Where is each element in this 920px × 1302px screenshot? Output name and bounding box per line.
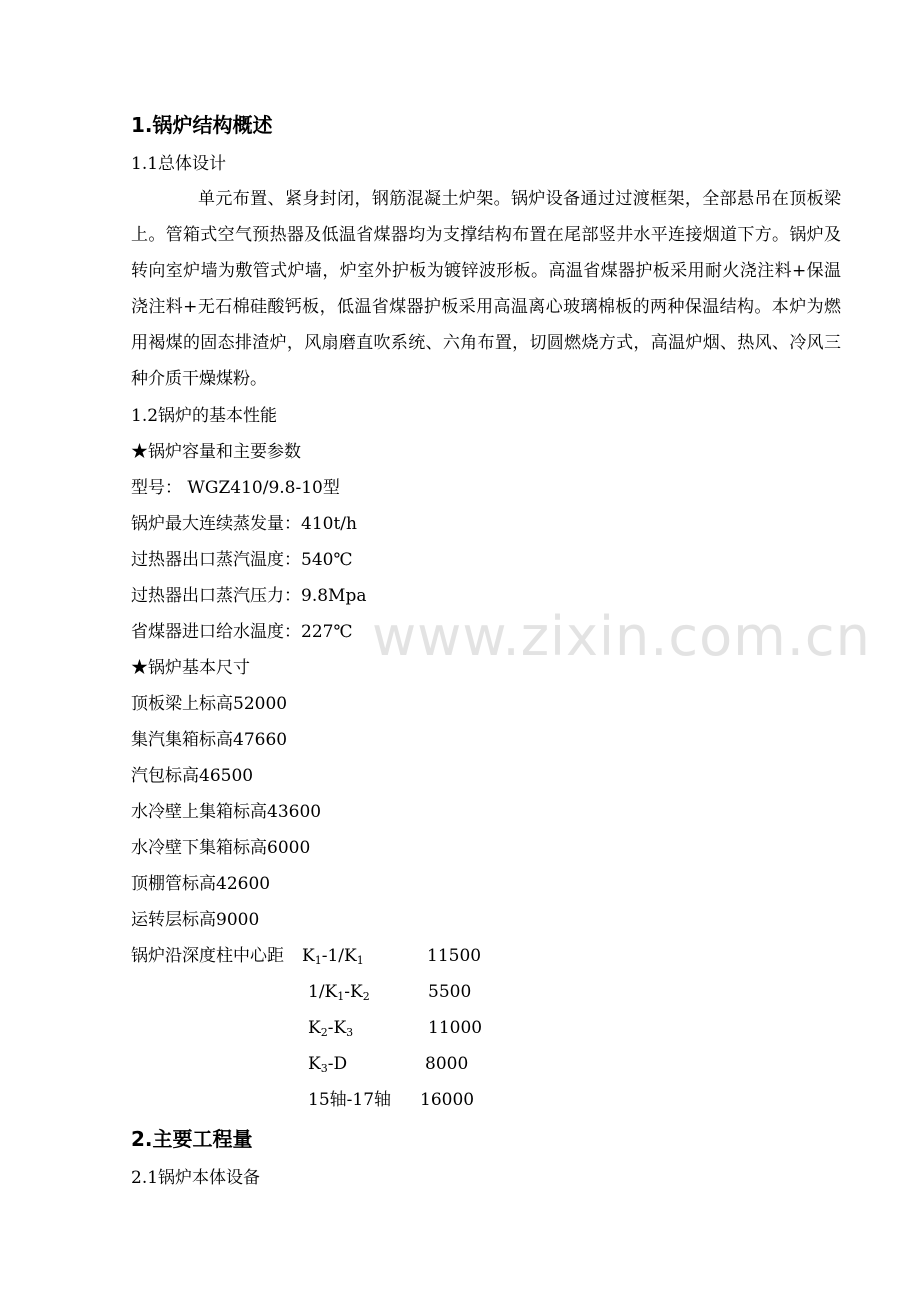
column-spacing-value: 5500 <box>428 982 472 1002</box>
param-evaporation: 锅炉最大连续蒸发量：410t/h <box>131 514 357 534</box>
elevation-steam-header: 集汽集箱标高47660 <box>131 730 288 750</box>
section-1-2-heading: 1.2锅炉的基本性能 <box>131 406 278 426</box>
column-spacing-axis: $1/K_1-K_2$ <box>308 982 370 1003</box>
elevation-operating-floor: 运转层标高9000 <box>131 910 260 930</box>
column-spacing-value: 11500 <box>427 946 482 966</box>
elevation-lower-waterwall-header: 水冷壁下集箱标高6000 <box>131 838 311 858</box>
section-1-1-heading: 1.1总体设计 <box>131 154 227 174</box>
overall-design-paragraph: 单元布置、紧身封闭，钢筋混凝土炉架。锅炉设备通过过渡框架，全部悬吊在顶板梁上。管箱式空气预热器及低温省煤器均为支撑结构布置在尾部竖井水平连接烟道下方。锅炉及转向室炉墙为敷管式炉墙，炉室外护板为镀锌波形板。高温省煤器护板采用耐火浇注料+保温浇注料+无石棉硅酸钙板，低温省煤器护板采用高温离心玻璃棉板的两种保温结构。本炉为燃用褐煤的固态排渣炉，风扇磨直吹系统、六角布置，切圆燃烧方式，高温炉烟、热风、冷风三种介质干燥煤粉。 <box>131 189 841 389</box>
param-steam-temp: 过热器出口蒸汽温度：540℃ <box>131 550 353 570</box>
param-feedwater-temp: 省煤器进口给水温度：227℃ <box>131 622 353 642</box>
section-2-1-heading: 2.1锅炉本体设备 <box>131 1168 261 1188</box>
section-1-title: 1.锅炉结构概述 <box>131 113 273 137</box>
elevation-ceiling-tube: 顶棚管标高42600 <box>131 874 271 894</box>
size-heading: ★锅炉基本尺寸 <box>131 658 250 678</box>
column-spacing-axis: $K_1-1/K_1$ <box>302 946 364 967</box>
section-2-title: 2.主要工程量 <box>131 1127 253 1151</box>
elevation-upper-waterwall-header: 水冷壁上集箱标高43600 <box>131 802 322 822</box>
column-spacing-value: 8000 <box>425 1054 469 1074</box>
watermark: www.zixin.com.cn <box>372 605 871 668</box>
elevation-drum: 汽包标高46500 <box>131 766 254 786</box>
column-spacing-label: 锅炉沿深度柱中心距 <box>131 946 284 966</box>
param-model: 型号： WGZ410/9.8-10型 <box>131 478 340 498</box>
column-spacing-axis: $K_3-D$ <box>308 1054 348 1075</box>
elevation-roof-beam: 顶板梁上标高52000 <box>131 694 288 714</box>
capacity-heading: ★锅炉容量和主要参数 <box>131 442 301 462</box>
param-steam-pressure: 过热器出口蒸汽压力：9.8Mpa <box>131 586 367 606</box>
column-spacing-value: 11000 <box>428 1018 483 1038</box>
column-spacing-value: 16000 <box>420 1090 475 1110</box>
column-spacing-axis: $K_2-K_3$ <box>308 1018 354 1039</box>
column-spacing-axis: 15轴-17轴 <box>308 1090 392 1110</box>
